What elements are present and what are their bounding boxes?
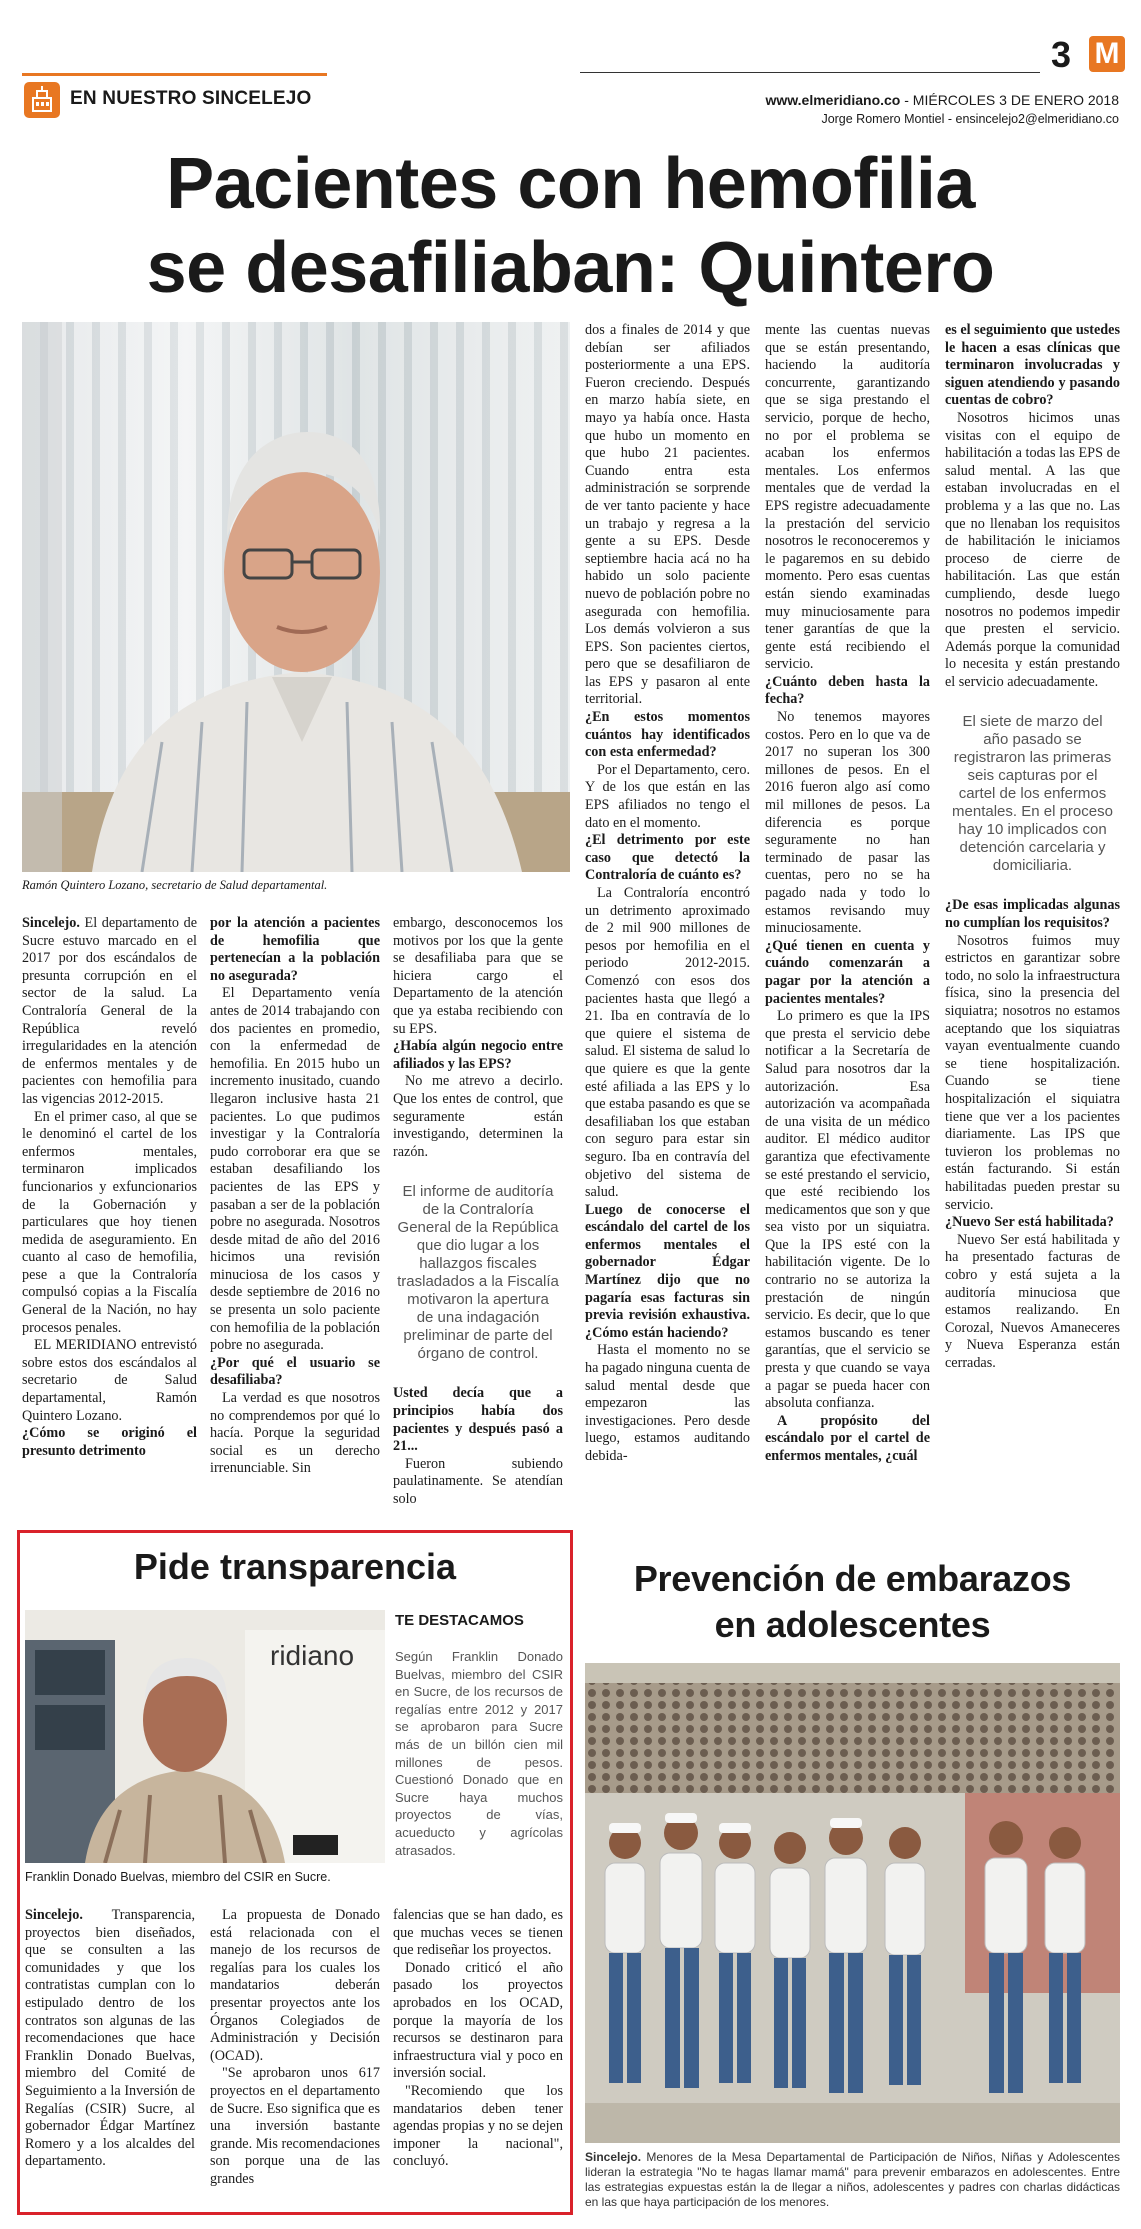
interview-question: ¿Qué tienen en cuenta y cuándo comenzarán a pagar por la atención a pacientes mentales? <box>765 937 930 1007</box>
article-paragraph: En el primer caso, al que se le denominó el cartel de los enfermos mentales, terminaron implicados funcionarios y exfuncionarios de la Gobernación y particulares que hoy tienen medida de aseguramiento. En cuanto al caso de hemofilia, pese a que la Contraloría compulsó copias a la Fiscalía General de la Nación, no hay procesos penales. <box>22 1108 197 1336</box>
side-story-caption: Sincelejo. Menores de la Mesa Departamental de Participación de Niños, Niñas y Adolescentes lideran la estrategia "No te hagas llamar mamá" para prevenir embarazos en adolescentes. Entre las estrategias expuestas están la de llegar a niños, adolescentes y padres con charlas didácticas en las que haya participación de los menores. <box>585 2150 1120 2209</box>
article-paragraph: Hasta el momento no se ha pagado ninguna cuenta de salud mental desde que empezaron las investigaciones. Pero desde luego, estamos auditando debida- <box>585 1342 750 1464</box>
box-photo-caption: Franklin Donado Buelvas, miembro del CSIR en Sucre. <box>25 1870 331 1884</box>
te-destacamos-text: Según Franklin Donado Buelvas, miembro del CSIR en Sucre, de los recursos de regalías entre 2012 y 2017 se aprobaron para Sucre más de un billón cien mil millones de pesos. Cuestionó Donado que en Sucre haya muchos proyectos de vías, acueducto y agrícolas atrasados. <box>395 1649 563 1858</box>
article-paragraph: Nosotros fuimos muy estrictos en garantizar sobre todo, no solo la infraestructura física, sino la presencia del siquiatra; nosotros no estamos aceptando que los siquiatras vayan eventualmente cuando se tiene hospitalización. Cuando se tiene hospitalización el siquiatra tiene que ver a los pacientes diariamente. Las IPS que tuvieron los problemas no están facturando. Si están habilitadas pueden prestar su servicio. <box>945 932 1120 1213</box>
te-destacamos-label: TE DESTACAMOS <box>395 1612 524 1629</box>
article-paragraph: La verdad es que nosotros no comprendemos por qué lo hacía. Porque la seguridad social es un derecho irrenunciable. Sin <box>210 1390 380 1477</box>
interview-question: ¿Por qué el usuario se desafiliaba? <box>210 1354 380 1389</box>
box-column-2 <box>210 1907 380 2189</box>
box-column-3 <box>393 1907 563 2171</box>
interview-question: Luego de conocerse el escándalo del cartel de los enfermos mentales el gobernador Édgar Martínez dijo que no pagaría esas facturas sin previa revisión exhaustiva. ¿Cómo están haciendo? <box>585 1201 750 1341</box>
section-title: EN NUESTRO SINCELEJO <box>70 88 312 109</box>
box-paragraph: "Se aprobaron unos 617 proyectos en el departamento de Sucre. Eso significa que es una inversión bastante grande. Mis recomendaciones son porque una de las grandes <box>210 2065 380 2187</box>
section-rule <box>22 73 327 76</box>
box-dateline: Sincelejo. <box>25 1907 83 1923</box>
article-paragraph: Lo primero es que la IPS que presta el servicio debe notificar a la Secretaría de Salud para nosotros dar la autorización. Esa autorización va acompañada de una visita de un médico auditor. El médico auditor garantiza que efectivamente se esté prestando el servicio, que esté recibiendo los medicamentos que son y que sea visto por un siquiatra. Que la IPS esté con la habilitación vigente. De lo contrario no se autoriza la prestación de ningún servicio. Es decir, que lo que estamos buscando es tener garantías, que el servicio se presta y que cuando se vaya a pagar se pueda hacer con absoluta confianza. <box>765 1008 930 1412</box>
box-title: Pide transparencia <box>133 1546 457 1587</box>
side-story-dateline: Sincelejo. <box>585 2150 642 2164</box>
article-column-6 <box>945 322 1120 1373</box>
interview-question: ¿En estos momentos cuántos hay identificados con esta enfermedad? <box>585 709 750 761</box>
box-paragraph: Sincelejo. Transparencia, proyectos bien diseñados, que se consulten a las comunidades y que los contratistas cumplan con lo estipulado dentro de los contratos son algunas de las recomendaciones que hace Franklin Donado Buelvas, miembro del Comité de Seguimiento a la Inversión de Regalías (CSIR) Sucre, al gobernador Édgar Martínez Romero y a los alcaldes del departamento. <box>25 1907 195 2170</box>
interview-question: ¿Había algún negocio entre afiliados y las EPS? <box>393 1038 563 1072</box>
interview-question: ¿Nuevo Ser está habilitada? <box>945 1214 1114 1231</box>
header-dateline <box>766 92 1120 108</box>
page-number: 3 <box>1051 34 1072 75</box>
article-paragraph: Sincelejo. El departamento de Sucre estuvo marcado en el 2017 por dos escándalos de presunta corrupción en el sector de la salud. La Contraloría General de la República reveló irregularidades en la atención de enfermos mentales y de pacientes con hemofilia para las vigencias 2012-2015. <box>22 915 197 1107</box>
article-paragraph: Por el Departamento, cero. Y de los que están en las EPS afiliados no tengo el dato en el momento. <box>585 761 750 831</box>
section-icon <box>24 82 60 118</box>
logo <box>1089 36 1125 72</box>
box-paragraph: La propuesta de Donado está relacionada con el manejo de los recursos de regalías para los cuales los mandatarios deberán presentar proyectos ante los Órganos Colegiados de Administración y Decisión (OCAD). <box>210 1907 380 2064</box>
interview-question: ¿De esas implicadas algunas no cumplían los requisitos? <box>945 897 1120 932</box>
interview-question: A propósito del escándalo por el cartel de enfermos mentales, ¿cuál <box>765 1412 930 1464</box>
article-paragraph: No me atrevo a decirlo. Que los entes de control, que seguramente están investigando, determinen la razón. <box>393 1073 563 1160</box>
main-photo <box>22 322 570 872</box>
article-paragraph: Nosotros hicimos unas visitas con el equipo de habilitación a todas las EPS de salud mental. A las que estaban involucradas en el problema y a las que no. Las que no llenaban los requisitos de habilitación le iniciamos proceso de cierre de habilitación. Las que están cumpliendo, desde luego nosotros no podemos impedir que presten el servicio. Además porque la comunidad lo necesita y están prestando el servicio adecuadamente. <box>945 409 1120 690</box>
article-column-1 <box>22 915 197 1460</box>
article-paragraph: mente las cuentas nuevas que se están presentando, haciendo la auditoría concurrente, garantizando que se siga prestando el servicio, porque de hecho, no por el problema se acaban los enfermos mentales. Los enfermos mentales que de verdad la EPS registre adecuadamente la prestación del servicio nosotros le reconoceremos y le pagaremos en su debido momento. Pero esas cuentas están siendo examinadas muy minuciosamente para tener garantías de que la gente está recibiendo el servicio. <box>765 322 930 673</box>
article-column-3 <box>393 915 563 1508</box>
article-paragraph: EL MERIDIANO entrevistó sobre estos dos escándalos al secretario de Salud departamental, Ramón Quintero Lozano. <box>22 1337 197 1424</box>
interview-question: ¿El detrimento por este caso que detectó la Contraloría de cuánto es? <box>585 832 750 884</box>
article-paragraph: El Departamento venía antes de 2014 trabajando con dos pacientes en promedio, con la enfermedad de hemofilia. En 2015 hubo un incremento inusitado, cuando llegaron inclusive hasta 21 pacientes. Lo que pudimos investigar y la Contraloría pudo corroborar era que se estaban desafiliando los pacientes de las EPS y pasaban a ser de la población pobre no asegurada. Nosotros desde mitad de año del 2016 hicimos una revisión minuciosa de los casos y desde septiembre de 2016 no se presenta un solo paciente con hemofilia de la población pobre no asegurada. <box>210 985 380 1354</box>
article-column-4 <box>585 322 750 1466</box>
box-paragraph: Donado criticó el año pasado los proyectos aprobados en los OCAD, porque la mayoría de los recursos se destinaron para infraestructura vial y poco en inversión social. <box>393 1959 563 2082</box>
main-headline <box>0 142 1141 310</box>
side-story-photo <box>585 1663 1120 2143</box>
article-paragraph: Fueron subiendo paulatinamente. Se atendían solo <box>393 1455 563 1507</box>
headline-line-1: Pacientes con hemofilia <box>166 144 975 224</box>
logo-letter: M <box>1094 37 1120 70</box>
interview-question: ¿Cuánto deben hasta la fecha? <box>765 673 930 708</box>
box-column-1 <box>25 1907 195 2171</box>
dateline: Sincelejo. <box>22 915 80 931</box>
page-top-rule <box>580 72 1040 73</box>
interview-question: por la atención a pacientes de hemofilia que pertenecían a la población no asegurada? <box>210 915 380 984</box>
article-paragraph: La Contraloría encontró un detrimento aproximado de 2 mil 900 millones de pesos por hemofilia en el periodo 2012-2015. Comenzó con esos dos pacientes hasta que llegó a 21. Iba en contravía de lo que quiere el sistema de salud. El sistema de salud lo que quiere es que la gente esté afiliada a las EPS y lo que estaba pasando es que se desafiliaban los que estaban con seguro para estar sin seguro. Iba en contravía del objetivo del sistema de salud. <box>585 885 750 1201</box>
main-photo-caption: Ramón Quintero Lozano, secretario de Salud departamental. <box>22 878 328 892</box>
box-paragraph: falencias que se han dado, es que muchas veces se tienen que rediseñar los proyectos. <box>393 1907 563 1959</box>
pull-quote: El informe de auditoría de la Contraloría General de la República que dio lugar a los hallazgos fiscales trasladados a la Fiscalía motivaron la apertura de una indagación preliminar de parte del órgano de control. <box>397 1183 559 1363</box>
article-paragraph: No tenemos mayores costos. Pero en lo que va de 2017 no superan los 300 millones de pesos. En el 2016 fueron algo así como mil millones de pesos. La diferencia es porque seguramente no han terminado de pasar las cuentas, pero no se ha pagado nada y todo lo estamos revisando muy minuciosamente. <box>765 709 930 937</box>
article-column-2 <box>210 915 380 1478</box>
site-link[interactable]: www.elmeridiano.co <box>765 92 901 108</box>
article-paragraph: dos a finales de 2014 y que debían ser afiliados posteriormente a una EPS. Fueron creciendo. Después en marzo había siete, en mayo ya había once. Hasta que hubo un momento en que hubo 21 pacientes. Cuando entra esta administración se sorprende de ver tanto paciente y hace un trabajo y regresa a la gente a su EPS. Desde septiembre hacia acá no ha habido un solo paciente nuevo de población pobre no asegurada con hemofilia. Los demás volvieron a sus EPS. Son pacientes ciertos, pero que se desafiliaron de las EPS y pasaron al ente territorial. <box>585 322 750 708</box>
box-photo <box>25 1610 385 1863</box>
article-paragraph: embargo, desconocemos los motivos por los que la gente se desafiliaba para que se hiciera cargo el Departamento de la atención que ya estaba recibiendo con su EPS. <box>393 915 563 1037</box>
side-story-title: Prevención de embarazos en adolescentes <box>633 1558 1072 1645</box>
interview-question: es el seguimiento que ustedes le hacen a esas clínicas que terminaron involucradas y siguen atendiendo y pasando cuentas de cobro? <box>945 322 1120 409</box>
article-column-5 <box>765 322 930 1466</box>
box-paragraph: "Recomiendo que los mandatarios deben tener agendas propias y no se dejen imponer la nacional", concluyó. <box>393 2082 563 2170</box>
pull-quote: El siete de marzo del año pasado se registraron las primeras seis capturas por el cartel de los enfermos mentales. En el proceso hay 10 implicados con detención carcelaria y domiciliaria. <box>952 713 1113 875</box>
article-paragraph: Nuevo Ser está habilitada y ha presentado facturas de cobro y está sujeta a la auditoría minuciosa que estamos realizando. En Corozal, Nuevos Amaneceres y Nueva Esperanza están cerradas. <box>945 1231 1120 1371</box>
issue-date: - MIÉRCOLES 3 DE ENERO 2018 <box>900 92 1119 108</box>
byline: Jorge Romero Montiel - ensincelejo2@elmeridiano.co <box>821 112 1119 126</box>
interview-question: Usted decía que a principios había dos pacientes y después pasó a 21... <box>393 1385 563 1455</box>
headline-line-2: se desafiliaban: Quintero <box>146 228 995 308</box>
sign-text: ridiano <box>270 1640 355 1671</box>
interview-question: ¿Cómo se originó el presunto detrimento <box>22 1425 197 1459</box>
